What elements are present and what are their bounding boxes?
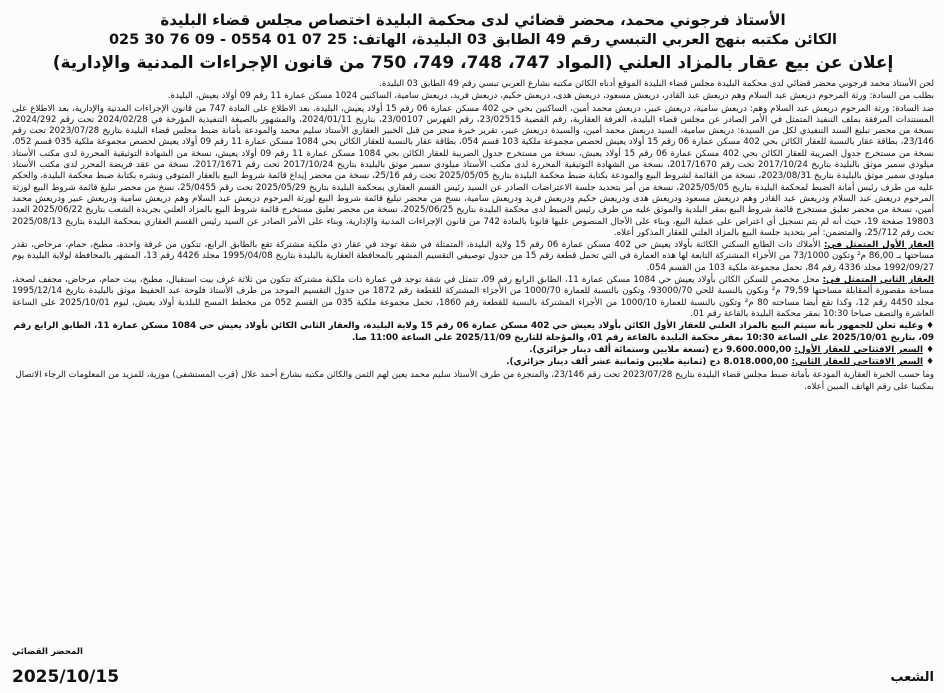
notice-footer <box>12 647 934 687</box>
opening-price-second-value: 8.018.000,00 دج (ثمانية ملايين وثمانية عشر ألف دينار جزائري). <box>506 357 789 368</box>
notice-header <box>12 10 934 76</box>
signature: المحضر القضائي <box>12 647 83 657</box>
requesters-paragraph: بطلب من السادة: ورثة المرحوم دريعش عبد السلام وهم دريعش عبد القادر، دريعش مسعود، دريعش هدى، دريعش حكيم، دريعش فريد، دريعش سامية، الساكنين 1024 مسكن عمارة 11 رقم 09 أولاد يعيش، البليدة. <box>167 91 934 102</box>
first-property-label: العقار الأول المتمثل في: <box>823 240 935 251</box>
first-property-paragraph <box>12 240 934 274</box>
bailiff-line: الأستاذ فرجوني محمد، محضر قضائي لدى محكمة البليدة اختصاص مجلس قضاء البليدة <box>160 11 786 29</box>
intro-paragraph: لحن الأستاذ محمد فرجوني محضر قضائي لدى محكمة البليدة مجلس قضاء البليدة الموقع أدناه الكائن مكتبه بشارع العربي تبسي رقم 49 الطابق 03 البليدة. <box>379 79 934 89</box>
newspaper-name: الشعب <box>890 670 934 685</box>
auction-announcement: ♦ وعليه تعلن للجمهور بأنه سيتم البيع بالمزاد العلني للعقار الأول الكائن بأولاد يعيش حي 402 مسكن عمارة 06 رقم 15 ولاية البليدة، والعقار الثاني الكائن بأولاد يعيش حي 1084 مسكن عمارة 11، الطابق الرابع رقم 09، بتاريخ 2025/10/01 على الساعة 10:30 بمقر محكمة البليدة بالقاعة رقم 01، والمؤجلة للتاريخ 2025/11/09 على الساعة 11:00 صا. <box>13 321 934 343</box>
office-address-line: الكائن مكتبه بنهج العربي التبسي رقم 49 الطابق 03 البليدة، الهاتف: 25 07 01 0554 - 09 76 30 025 <box>108 32 838 48</box>
opening-price-first: ♦ السعر الافتتاحي للعقار الأول: 9.600.000,00 دج (تسعة ملايين وستمائة ألف دينار جزائري). <box>529 344 934 355</box>
documents-paragraph: ضد السادة: ورثة المرحوم دريعش عبد السلام وهم: دريعش سامية، دريعش عبير، دريعش محمد أمين، الساكنين بحي حي 402 مسكن عمارة 06 رقم 15 أولاد يعيش، البليدة. بعد الاطلاع على المادة 747 من قانون الإجراءات المدنية والإدارية، بعد الاطلاع على المستندات المرفقة بملف التنفيذ المتمثل في الأمر الصادر عن مجلس قضاء البليدة، الغرفة العقارية، رقم القضية 23/02515، رقم الفهرس 23/00107، بتاريخ 2024/01/11، والمشهور بالصيغة التنفيذية المؤرخة في 2024/02/28 تحت رقم 2024/292، نسخة من محضر تبليغ السند التنفيذي لكل من السيدة: دريعش سامية، السيد دريعش محمد أمين، والسيدة دريعش عبير، تقرير خبرة منجز من قبل الخبير العقاري الأستاذ سليم محمد والمودعة بأمانة ضبط مجلس قضاء البليدة بتاريخ 2023/07/28 تحت رقم 23/146، بطاقة عقار بالنسبة للعقار الكائن بحي 402 مسكن عمارة 06 رقم 15 أولاد يعيش لحصص مجموعة ملكية 103 قسم 054، بطاقة عقار بالنسبة للعقار الكائن بحي 1084 مسكن عمارة 11 رقم 09 أولاد يعيش لحصص مجموعة ملكية 035 قسم 052، نسخة من مستخرج جدول الضريبة للعقار الكائن بحي 402 مسكن عمارة 06 رقم 15 أولاد يعيش، نسخة من مستخرج جدول الضريبة للعقار الكائن بحي 1084 مسكن عمارة 11 رقم 09 أولاد يعيش، نسخة من الشهادة التوثيقية المحررة لدى مكتب الأستاذ ميلودي سمير موثق بالبليدة بتاريخ 2017/10/24 تحت رقم 2017/1670، نسخة من الشهادة التوثيقية المحررة لدى مكتب الأستاذ ميلودي سمير موثق بالبليدة بتاريخ 2017/10/24 تحت رقم 2017/1671، نسخة من عقد فريضة المحرر لدى مكتب الأستاذ ميلودي سمير موثق بالبليدة بتاريخ 2023/08/31، نسخة من القائمة لشروط البيع والمودعة بكتابة ضبط محكمة البليدة بتاريخ 2025/05/05 تحت رقم 25/16، نسخة من محضر إيداع قائمة شروط البيع بالعقار المتوفى ونشره بكتابة ضبط محكمة البليدة، والحكم عليه من طرف رئيس أمانة الضبط لمحكمة البليدة بتاريخ 2025/05/05، نسخة من أمر بتحديد جلسة الاعتراضات الصادر عن السيد رئيس القسم العقاري بمحكمة البليدة بتاريخ 2025/05/29 تحت رقم 25/0455، نسخ من محضر تبليغ قائمة شروط البيع لورثة المرحوم دريعش عبد السلام ودريعش عبد القادر وهم دريعش مسعود ودريعش هدى ودريعش حكيم ودريعش فريد ودريعش سامية، نسخ من محضر تبليغ قائمة شروط البيع لورثة المرحوم دريعش عبد السلام وهم دريعش سامية ودريعش عبير ودريعش محمد أمين، نسخة من محضر تعليق مستخرج قائمة شروط البيع بمقر البلدية والموثق عليه من طرف رئيس الضبط لدى محكمة البليدة بتاريخ 2025/06/25، نسخة من محضر تعليق مستخرج قائمة شروط البيع بالمزاد العلني بجريدة الشعب بتاريخ 2025/06/22 العدد 19803 صفحة 19، حيث أنه لم يتم تسجيل أي اعتراض على عملية البيع، وبناء على الآجال المنصوص عليها قانونا بالمادة 742 من قانون الإجراءات المدنية والإدارية، وبناء على الأمر الصادر عن السيد رئيس القسم العقاري بمحكمة البليدة بتاريخ 2025/08/13 تحت رقم 25/712، والمتضمن: أمر بتحديد جلسة البيع بالمزاد العلني للعقار المذكور أعلاه. <box>12 103 935 238</box>
second-property-paragraph <box>12 275 934 320</box>
opening-price-first-value: 9.600.000,00 دج (تسعة ملايين وستمائة ألف دينار جزائري). <box>529 344 792 355</box>
second-property-text: محل مخصص للسكن الكائن بأولاد يعيش حي 1084 مسكن عمارة 11، الطابق الرابع رقم 09، تتمثل في شقة توجد في عمارة ذات ملكية مشتركة تتكون من ثلاثة غرف بيت استقبال، مطبخ، بيت حمام، مرحاض، مجفف لصحة، مساحة مقصورة ألمقابلة مساحتها 79,59 م² ونكون بالنسبة للحي 93000/70، وتكون بالنسبة للعمارة 1000/70 من الأجزاء المشتركة للقطعة رقم 1872 من جدول التقسيم الموحد من طرف الأستاذ فلوحة عبد الحفيظ موثق بالبليدة بتاريخ 1995/12/14 مجلد 4450 رقم 12، وكذا تقع أيضا مساحته 80 م² وتكون بالنسبة للعمارة 1000/10 من الأجزاء المشتركة بالنسبة للقطعة رقم 1860، تحمل مجموعة ملكية 035 من القسم 052 من مخطط المسح للبلدية أولاد يعيش، ليوم 2025/10/01 على الساعة العاشرة والنصف صباحا 10:30 بمقر محكمة البليدة بالقاعة رقم 01. <box>12 275 935 319</box>
second-property-label: العقار الثاني المتمثل في: <box>822 275 934 286</box>
opening-price-second-label: السعر الافتتاحي للعقار الثاني: <box>791 357 924 368</box>
opening-price-second: ♦ السعر الافتتاحي للعقار الثاني: 8.018.000,00 دج (ثمانية ملايين وثمانية عشر ألف دينار جزائري). <box>506 357 934 368</box>
publication-date: 2025/10/15 <box>12 667 120 687</box>
notice-title: إعلان عن بيع عقار بالمزاد العلني (المواد 747، 748، 749، 750 من قانون الإجراءات المدنية والإدارية) <box>52 53 894 73</box>
opening-price-first-label: السعر الافتتاحي للعقار الأول: <box>794 344 924 355</box>
auction-announcement-text: وعليه تعلن للجمهور بأنه سيتم البيع بالمزاد العلني للعقار الأول الكائن بأولاد يعيش حي 402 مسكن عمارة 06 رقم 15 ولاية البليدة، والعقار الثاني الكائن بأولاد يعيش حي 1084 مسكن عمارة 11، الطابق الرابع رقم 09، بتاريخ 2025/10/01 على الساعة 10:30 بمقر محكمة البليدة بالقاعة رقم 01، والمؤجلة للتاريخ 2025/11/09 على الساعة 11:00 صا. <box>13 321 934 343</box>
first-property-text: الأملاك ذات الطابع السكني الكائنة بأولاد يعيش حي 402 مسكن عمارة 06 رقم 15 ولاية البليدة، المتمثلة في شقة توجد في عقار ذي ملكية مشتركة تقع بالطابق الرابع، تتكون من غرفة واحدة، مطبخ، حمام، مرحاض، تقدر مساحتها بـ 86,00 م² وتكون 73/1000 من الأجزاء المشتركة التابعة لها هذه العمارة في التي تحمل قطعة رقم 15 من جدول توصيفي التقسيم المشهر بالمحافظة العقارية بالبليدة بتاريخ 1995/04/08 مجلد 4426 رقم 13، المشهر بالمحافظة لولاية البليدة يوم 1992/09/27 مجلد 4336 رقم 84، تحمل مجموعة ملكية 103 من القسم 054. <box>12 240 935 273</box>
closing-paragraph: وما حسب الخبرة العقارية المودعة بأمانة ضبط مجلس قضاء البليدة بتاريخ 2023/07/28 تحت رقم 23/146، والمنجزة من طرف الأستاذ سليم محمد يعين لهم الثمن والكائن مكتبه بشارع أحمد علال (قرب المستشفى) موزية، للمزيد من المعلومات الرجاء الاتصال بمكتبنا على رقم الهاتف المبين أعلاه. <box>15 370 934 392</box>
